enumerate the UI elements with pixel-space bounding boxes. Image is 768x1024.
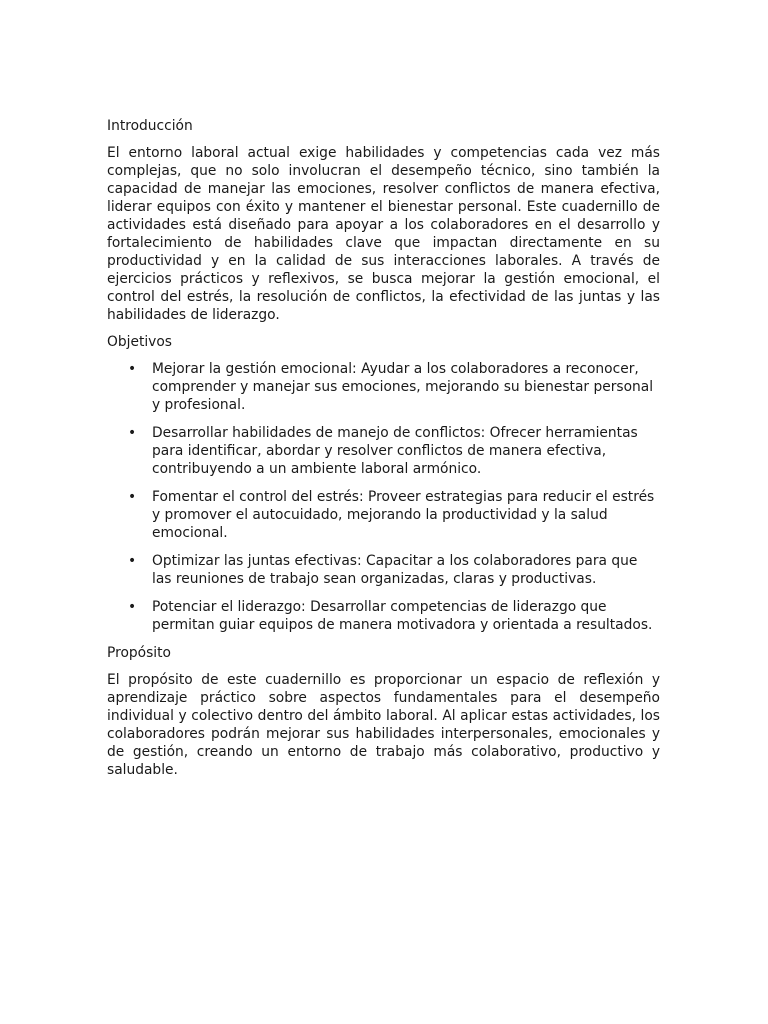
list-item-text: Potenciar el liderazgo: Desarrollar competencias de liderazgo que permitan guiar equipos de manera motivadora y orientada a resultados. — [152, 599, 653, 633]
objetivos-list — [107, 360, 660, 634]
bullet-icon: • — [128, 489, 137, 505]
list-item — [107, 552, 660, 588]
section-heading-proposito: Propósito — [107, 645, 171, 661]
section-heading-objetivos: Objetivos — [107, 334, 172, 350]
proposito-paragraph: El propósito de este cuadernillo es proporcionar un espacio de reflexión y aprendizaje práctico sobre aspectos fundamentales para el desempeño individual y colectivo dentro del ámbito laboral. Al aplicar estas actividades, los colaboradores podrán mejorar sus habilidades interpersonales, emocionales y de gestión, creando un entorno de trabajo más colaborativo, productivo y saludable. — [107, 672, 660, 778]
list-item-text: Mejorar la gestión emocional: Ayudar a los colaboradores a reconocer, comprender y manejar sus emociones, mejorando su bienestar personal y profesional. — [152, 361, 654, 413]
bullet-icon: • — [128, 425, 137, 441]
list-item — [107, 424, 660, 478]
list-item — [107, 360, 660, 414]
list-item-text: Fomentar el control del estrés: Proveer estrategias para reducir el estrés y promover el autocuidado, mejorando la productividad y la salud emocional. — [152, 489, 655, 541]
list-item — [107, 488, 660, 542]
section-heading-introduccion: Introducción — [107, 118, 193, 134]
list-item-text: Optimizar las juntas efectivas: Capacitar a los colaboradores para que las reuniones de trabajo sean organizadas, claras y productivas. — [152, 553, 638, 587]
document-page — [107, 117, 660, 788]
bullet-icon: • — [128, 553, 137, 569]
introduccion-paragraph: El entorno laboral actual exige habilidades y competencias cada vez más complejas, que no solo involucran el desempeño técnico, sino también la capacidad de manejar las emociones, resolver conflictos de manera efectiva, liderar equipos con éxito y mantener el bienestar personal. Este cuadernillo de actividades está diseñado para apoyar a los colaboradores en el desarrollo y fortalecimiento de habilidades clave que impactan directamente en su productividad y en la calidad de sus interacciones laborales. A través de ejercicios prácticos y reflexivos, se busca mejorar la gestión emocional, el control del estrés, la resolución de conflictos, la efectividad de las juntas y las habilidades de liderazgo. — [107, 145, 660, 323]
bullet-icon: • — [128, 361, 137, 377]
list-item-text: Desarrollar habilidades de manejo de conflictos: Ofrecer herramientas para identificar, abordar y resolver conflictos de manera efectiva, contribuyendo a un ambiente laboral armónico. — [152, 425, 638, 477]
bullet-icon: • — [128, 599, 137, 615]
list-item — [107, 598, 660, 634]
